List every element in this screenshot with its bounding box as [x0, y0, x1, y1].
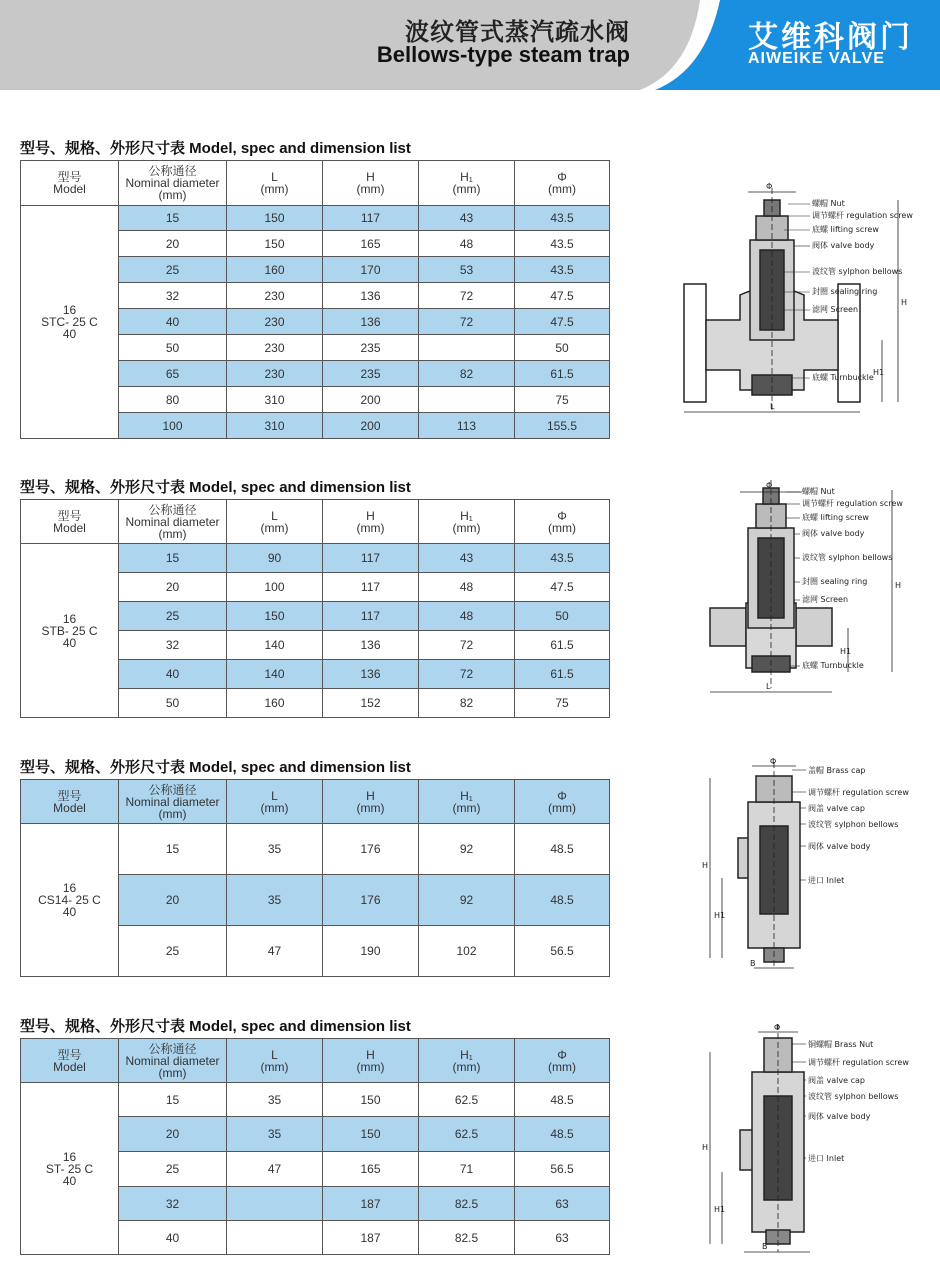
- fig-label: 波纹管 sylphon bellows: [812, 267, 903, 276]
- fig-dim-label: B: [750, 959, 756, 968]
- cell-L: 150: [227, 206, 323, 231]
- cell-phi: 48.5: [515, 875, 610, 926]
- cell-L: 310: [227, 413, 323, 439]
- section-title-4: 型号、规格、外形尺寸表 Model, spec and dimension list: [20, 1018, 411, 1035]
- table-row: [21, 1083, 610, 1117]
- cell-H1: 72: [419, 283, 515, 309]
- table-header-row: [21, 161, 610, 206]
- col-H: H (mm): [323, 780, 419, 824]
- cell-H1: 43: [419, 544, 515, 573]
- cell-dn: 20: [119, 231, 227, 257]
- cell-L: 35: [227, 824, 323, 875]
- cell-phi: 61.5: [515, 631, 610, 660]
- fig-label: 进口 Inlet: [808, 876, 845, 885]
- fig-dim-label: H: [895, 581, 902, 590]
- cell-H: 117: [323, 602, 419, 631]
- fig-dim-label: H1: [714, 1205, 726, 1214]
- spec-table-2: [20, 499, 610, 718]
- cell-H: 150: [323, 1117, 419, 1152]
- cell-phi: 48.5: [515, 1117, 610, 1152]
- cell-H1: 43: [419, 206, 515, 231]
- cell-phi: 47.5: [515, 283, 610, 309]
- cell-H: 136: [323, 283, 419, 309]
- cell-H1: 48: [419, 602, 515, 631]
- cell-H1: 72: [419, 660, 515, 689]
- cell-dn: 40: [119, 1221, 227, 1255]
- cell-H1: 82: [419, 361, 515, 387]
- table-row: [21, 824, 610, 875]
- fig-dim-label: H: [702, 1143, 709, 1152]
- cell-dn: 25: [119, 1152, 227, 1187]
- fig-label: 调节螺杆 regulation screw: [812, 211, 913, 220]
- cell-L: [227, 1221, 323, 1255]
- col-model: 型号 Model: [21, 1039, 119, 1083]
- cell-L: [227, 1187, 323, 1221]
- cell-phi: 75: [515, 387, 610, 413]
- cell-H: 165: [323, 1152, 419, 1187]
- fig-dim-label: L: [770, 402, 775, 411]
- col-phi: Φ (mm): [515, 161, 610, 206]
- cell-H1: [419, 387, 515, 413]
- col-model: 型号 Model: [21, 780, 119, 824]
- fig-label: 阀体 valve body: [802, 529, 865, 538]
- cell-H: 117: [323, 206, 419, 231]
- cell-H1: 71: [419, 1152, 515, 1187]
- fig-label: 滤网 Screen: [812, 305, 859, 314]
- cell-L: 310: [227, 387, 323, 413]
- valve-drawing-stc: [670, 180, 930, 420]
- cell-dn: 32: [119, 631, 227, 660]
- col-model: 型号 Model: [21, 161, 119, 206]
- cell-H: 165: [323, 231, 419, 257]
- col-L: L (mm): [227, 500, 323, 544]
- cell-phi: 50: [515, 602, 610, 631]
- fig-label: 盖帽 Brass cap: [808, 766, 866, 775]
- page-title-cn: 波纹管式蒸汽疏水阀: [405, 19, 630, 46]
- cell-H1: 92: [419, 824, 515, 875]
- brand-logo-cn: 艾维科阀门: [748, 21, 913, 54]
- fig-label: 阀盖 valve cap: [808, 804, 865, 813]
- col-H: H (mm): [323, 1039, 419, 1083]
- cell-L: 35: [227, 1083, 323, 1117]
- fig-label: 螺帽 Nut: [812, 199, 845, 208]
- cell-L: 230: [227, 283, 323, 309]
- fig-label: 调节螺杆 regulation screw: [808, 788, 909, 797]
- col-nominal-diameter: 公称通径 Nominal diameter (mm): [119, 780, 227, 824]
- model-cell: 16 CS14- 25 C 40: [21, 824, 119, 977]
- cell-H1: 82: [419, 689, 515, 718]
- cell-phi: 50: [515, 335, 610, 361]
- cell-H1: 48: [419, 573, 515, 602]
- cell-H1: 48: [419, 231, 515, 257]
- cell-H1: 102: [419, 926, 515, 977]
- cell-H: 190: [323, 926, 419, 977]
- valve-drawing-stb: [700, 478, 930, 703]
- col-H: H (mm): [323, 500, 419, 544]
- fig-label: 铜螺帽 Brass Nut: [808, 1040, 874, 1049]
- spec-table-3: [20, 779, 610, 977]
- fig-label: 调节螺杆 regulation screw: [808, 1058, 909, 1067]
- col-phi: Φ (mm): [515, 780, 610, 824]
- cell-L: 35: [227, 875, 323, 926]
- cell-H: 176: [323, 875, 419, 926]
- cell-H1: 62.5: [419, 1083, 515, 1117]
- fig-label: 封圈 sealing ring: [812, 287, 878, 296]
- col-H: H (mm): [323, 161, 419, 206]
- fig-label: 螺帽 Nut: [802, 487, 835, 496]
- cell-phi: 47.5: [515, 573, 610, 602]
- cell-phi: 75: [515, 689, 610, 718]
- fig-label: 阀体 valve body: [808, 842, 871, 851]
- cell-H: 136: [323, 309, 419, 335]
- fig-dim-label: H: [702, 861, 709, 870]
- cell-L: 160: [227, 257, 323, 283]
- fig-label: 滤网 Screen: [802, 595, 849, 604]
- fig-label: 阀体 valve body: [812, 241, 875, 250]
- fig-label: 阀盖 valve cap: [808, 1076, 865, 1085]
- fig-dim-label: L: [766, 682, 771, 691]
- cell-L: 150: [227, 602, 323, 631]
- brand-logo-en: AIWEIKE VALVE: [748, 50, 885, 67]
- cell-H: 187: [323, 1221, 419, 1255]
- col-H1: H₁ (mm): [419, 1039, 515, 1083]
- cell-dn: 20: [119, 875, 227, 926]
- fig-label: 波纹管 sylphon bellows: [802, 553, 893, 562]
- cell-phi: 56.5: [515, 926, 610, 977]
- cell-H: 176: [323, 824, 419, 875]
- col-nominal-diameter: 公称通径 Nominal diameter (mm): [119, 161, 227, 206]
- cell-dn: 65: [119, 361, 227, 387]
- cell-phi: 61.5: [515, 660, 610, 689]
- cell-dn: 15: [119, 544, 227, 573]
- cell-L: 90: [227, 544, 323, 573]
- cell-L: 160: [227, 689, 323, 718]
- cell-phi: 155.5: [515, 413, 610, 439]
- valve-drawing-cs14: [700, 758, 930, 973]
- section-title-3: 型号、规格、外形尺寸表 Model, spec and dimension list: [20, 759, 411, 776]
- cell-L: 140: [227, 660, 323, 689]
- cell-phi: 63: [515, 1221, 610, 1255]
- cell-phi: 47.5: [515, 309, 610, 335]
- model-cell: 16 ST- 25 C 40: [21, 1083, 119, 1255]
- col-nominal-diameter: 公称通径 Nominal diameter (mm): [119, 1039, 227, 1083]
- cell-L: 35: [227, 1117, 323, 1152]
- cell-H: 187: [323, 1187, 419, 1221]
- cell-H: 235: [323, 361, 419, 387]
- table-header-row: [21, 500, 610, 544]
- fig-label: 底螺 Turnbuckle: [802, 661, 864, 670]
- cell-H: 200: [323, 413, 419, 439]
- cell-L: 140: [227, 631, 323, 660]
- cell-phi: 43.5: [515, 544, 610, 573]
- cell-phi: 48.5: [515, 1083, 610, 1117]
- col-H1: H₁ (mm): [419, 500, 515, 544]
- cell-dn: 80: [119, 387, 227, 413]
- fig-label: 底螺 lifting screw: [812, 225, 879, 234]
- cell-L: 47: [227, 1152, 323, 1187]
- cell-H1: 82.5: [419, 1187, 515, 1221]
- fig-label: 封圈 sealing ring: [802, 577, 868, 586]
- cell-H: 152: [323, 689, 419, 718]
- fig-dim-label: Φ: [766, 481, 773, 490]
- cell-H: 117: [323, 544, 419, 573]
- cell-dn: 15: [119, 206, 227, 231]
- table-row: [21, 544, 610, 573]
- cell-L: 150: [227, 231, 323, 257]
- cell-dn: 32: [119, 1187, 227, 1221]
- cell-dn: 15: [119, 824, 227, 875]
- cell-H1: 82.5: [419, 1221, 515, 1255]
- cell-H: 235: [323, 335, 419, 361]
- col-L: L (mm): [227, 1039, 323, 1083]
- cell-H1: 113: [419, 413, 515, 439]
- cell-H: 150: [323, 1083, 419, 1117]
- cell-dn: 20: [119, 573, 227, 602]
- fig-label: 波纹管 sylphon bellows: [808, 820, 899, 829]
- section-title-1: 型号、规格、外形尺寸表 Model, spec and dimension list: [20, 140, 411, 157]
- cell-H1: 53: [419, 257, 515, 283]
- col-phi: Φ (mm): [515, 500, 610, 544]
- cell-H1: [419, 335, 515, 361]
- fig-dim-label: B: [762, 1242, 768, 1251]
- fig-dim-label: H1: [714, 911, 726, 920]
- section-title-2: 型号、规格、外形尺寸表 Model, spec and dimension list: [20, 479, 411, 496]
- cell-L: 230: [227, 361, 323, 387]
- cell-L: 47: [227, 926, 323, 977]
- table-header-row: [21, 780, 610, 824]
- fig-dim-label: Φ: [766, 182, 773, 191]
- fig-label: 调节螺杆 regulation screw: [802, 499, 903, 508]
- cell-L: 100: [227, 573, 323, 602]
- col-H1: H₁ (mm): [419, 780, 515, 824]
- fig-label: 进口 Inlet: [808, 1154, 845, 1163]
- fig-dim-label: Φ: [770, 758, 777, 766]
- cell-dn: 20: [119, 1117, 227, 1152]
- cell-H1: 72: [419, 631, 515, 660]
- fig-dim-label: H1: [873, 368, 885, 377]
- cell-H: 136: [323, 660, 419, 689]
- spec-table-1: [20, 160, 610, 439]
- cell-dn: 100: [119, 413, 227, 439]
- fig-label: 阀体 valve body: [808, 1112, 871, 1121]
- table-row: [21, 206, 610, 231]
- cell-L: 230: [227, 309, 323, 335]
- spec-table-4: [20, 1038, 610, 1255]
- col-model: 型号 Model: [21, 500, 119, 544]
- cell-H1: 62.5: [419, 1117, 515, 1152]
- cell-H: 117: [323, 573, 419, 602]
- table-header-row: [21, 1039, 610, 1083]
- valve-drawing-st: [700, 1022, 930, 1257]
- cell-H: 200: [323, 387, 419, 413]
- cell-dn: 40: [119, 309, 227, 335]
- fig-label: 底螺 lifting screw: [802, 513, 869, 522]
- model-cell: 16 STC- 25 C 40: [21, 206, 119, 439]
- fig-dim-label: H1: [840, 647, 852, 656]
- cell-phi: 43.5: [515, 257, 610, 283]
- cell-phi: 48.5: [515, 824, 610, 875]
- col-nominal-diameter: 公称通径 Nominal diameter (mm): [119, 500, 227, 544]
- cell-dn: 40: [119, 660, 227, 689]
- fig-label: 波纹管 sylphon bellows: [808, 1092, 899, 1101]
- cell-H: 170: [323, 257, 419, 283]
- cell-H1: 72: [419, 309, 515, 335]
- cell-dn: 50: [119, 689, 227, 718]
- col-L: L (mm): [227, 780, 323, 824]
- page-title-en: Bellows-type steam trap: [376, 42, 630, 67]
- cell-phi: 56.5: [515, 1152, 610, 1187]
- cell-phi: 43.5: [515, 231, 610, 257]
- fig-dim-label: Φ: [774, 1023, 781, 1032]
- cell-L: 230: [227, 335, 323, 361]
- fig-dim-label: H: [901, 298, 908, 307]
- cell-dn: 15: [119, 1083, 227, 1117]
- cell-phi: 43.5: [515, 206, 610, 231]
- cell-dn: 25: [119, 926, 227, 977]
- cell-dn: 25: [119, 257, 227, 283]
- col-L: L (mm): [227, 161, 323, 206]
- cell-phi: 63: [515, 1187, 610, 1221]
- model-cell: 16 STB- 25 C 40: [21, 544, 119, 718]
- cell-phi: 61.5: [515, 361, 610, 387]
- col-phi: Φ (mm): [515, 1039, 610, 1083]
- cell-dn: 25: [119, 602, 227, 631]
- fig-label: 底螺 Turnbuckle: [812, 373, 874, 382]
- cell-dn: 32: [119, 283, 227, 309]
- col-H1: H₁ (mm): [419, 161, 515, 206]
- cell-H: 136: [323, 631, 419, 660]
- cell-dn: 50: [119, 335, 227, 361]
- cell-H1: 92: [419, 875, 515, 926]
